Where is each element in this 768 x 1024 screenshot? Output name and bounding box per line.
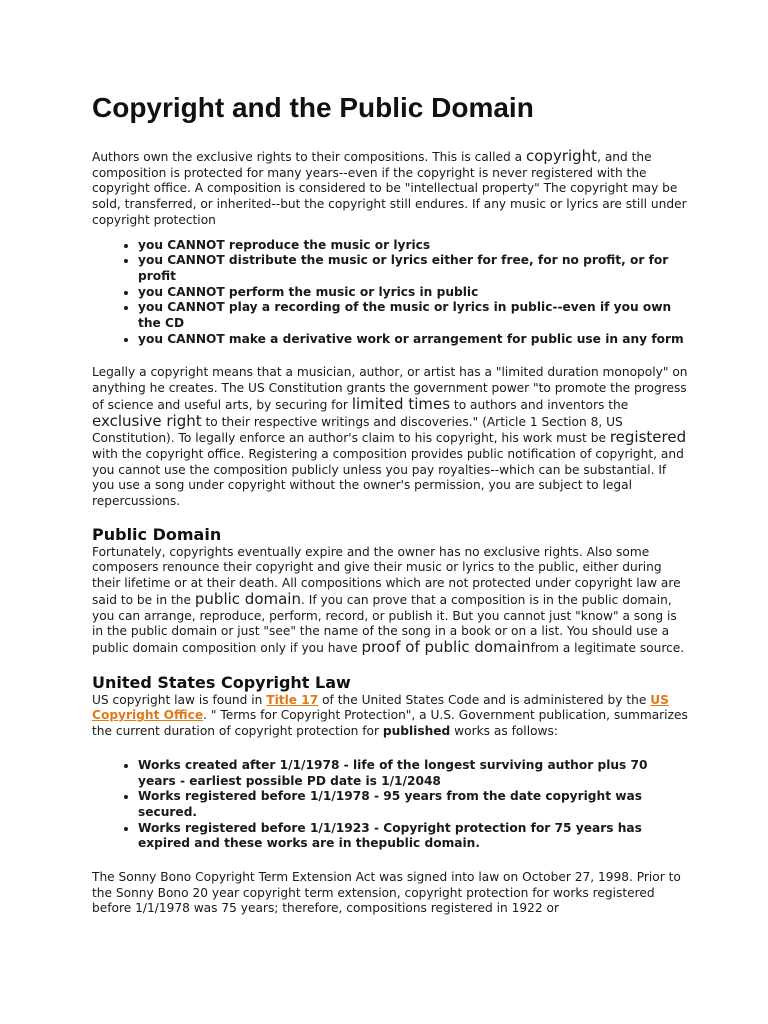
pd-text-2: . If you can prove that a composition is in the public domain, you can arrange, reproduce, perform, record, or publish it. But you cannot just "know" a song is in the public domain or just "see" the name of the song in a book or on a list. You should use a public domain composition only if you have xyxy=(92,592,677,655)
list-item: • you CANNOT play a recording of the music or lyrics in public--even if you own the CD xyxy=(138,300,688,331)
public-domain-heading: Public Domain xyxy=(92,524,222,544)
list-item: • Works registered before 1/1/1923 - Copyright protection for 75 years has expired and these works are in thepublic domain. xyxy=(138,821,688,852)
copyright-office-link[interactable]: US Copyright Office xyxy=(92,692,669,723)
title-17-link[interactable]: Title 17 xyxy=(266,692,319,707)
keyword-exclusive-right: exclusive right xyxy=(92,411,202,430)
us-law-text-1: US copyright law is found in xyxy=(92,692,267,707)
keyword-copyright: copyright xyxy=(526,147,598,165)
keyword-limited-times: limited times xyxy=(351,394,451,413)
intro-paragraph xyxy=(92,149,688,229)
pd-text-3: from a legitimate source. xyxy=(530,640,685,655)
us-law-text-2: of the United States Code and is administered by the xyxy=(318,692,651,707)
us-law-heading: United States Copyright Law xyxy=(92,672,351,692)
intro-text-2: , and the composition is protected for many years--even if the copyright is never registered with the copyright office. A composition is considered to be "intellectual property" The copyright may be sold, transferred, or inherited--but the copyright still endures. If any music or lyrics are still under copyright protection xyxy=(92,150,687,227)
page-title: Copyright and the Public Domain xyxy=(92,92,534,123)
sonny-bono-paragraph: The Sonny Bono Copyright Term Extension Act was signed into law on October 27, 1998. Prior to the Sonny Bono 20 year copyright term extension, copyright protection for works registered before 1/1/1978 was 75 years; therefore, compositions registered in 1922 or xyxy=(92,870,681,916)
public-domain-paragraph xyxy=(92,545,688,657)
legal-paragraph xyxy=(92,365,688,509)
keyword-proof-of-public-domain: proof of public domain xyxy=(361,637,531,656)
list-item: • Works registered before 1/1/1978 - 95 years from the date copyright was secured. xyxy=(138,789,688,820)
cannot-list xyxy=(92,238,688,348)
intro-text-1: Authors own the exclusive rights to their compositions. This is called a xyxy=(92,150,526,164)
list-item: • you CANNOT distribute the music or lyrics either for free, for no profit, or for profit xyxy=(138,253,688,284)
list-item: • Works created after 1/1/1978 - life of the longest surviving author plus 70 years - earliest possible PD date is 1/1/2048 xyxy=(138,758,688,789)
pd-text-1: Fortunately, copyrights eventually expire and the owner has no exclusive rights. Also some composers renounce their copyright and give their music or lyrics to the public, either during their lifetime or at their death. All compositions which are not protected under copyright law are said to be in the xyxy=(92,544,681,607)
list-item: • you CANNOT perform the music or lyrics in public xyxy=(138,285,688,301)
list-item: • you CANNOT reproduce the music or lyrics xyxy=(138,238,688,254)
keyword-public-domain: public domain xyxy=(194,589,301,608)
keyword-published: published xyxy=(382,724,451,739)
works-list xyxy=(92,758,688,852)
list-item: • you CANNOT make a derivative work or arrangement for public use in any form xyxy=(138,332,688,348)
legal-text-3: to their respective writings and discoveries." (Article 1 Section 8, US Constitution). To legally enforce an author's claim to his copyright, his work must be xyxy=(92,414,623,446)
keyword-registered: registered xyxy=(609,428,687,447)
us-law-paragraph xyxy=(92,693,688,740)
legal-text-4: with the copyright office. Registering a composition provides public notification of copyright, and you cannot use the composition publicly unless you pay royalties--which can be substantial. If you use a song under copyright without the owner's permission, you are subject to legal repercussions. xyxy=(92,446,684,509)
us-law-text-3: . " Terms for Copyright Protection", a U.S. Government publication, summarizes the current duration of copyright protection for xyxy=(92,708,688,739)
us-law-text-4: works as follows: xyxy=(450,724,558,739)
legal-text-2: to authors and inventors the xyxy=(450,397,629,412)
legal-text-1: Legally a copyright means that a musician, author, or artist has a "limited duration monopoly" on anything he creates. The US Constitution grants the government power "to promote the progress of science and useful arts, by securing for xyxy=(92,365,688,412)
